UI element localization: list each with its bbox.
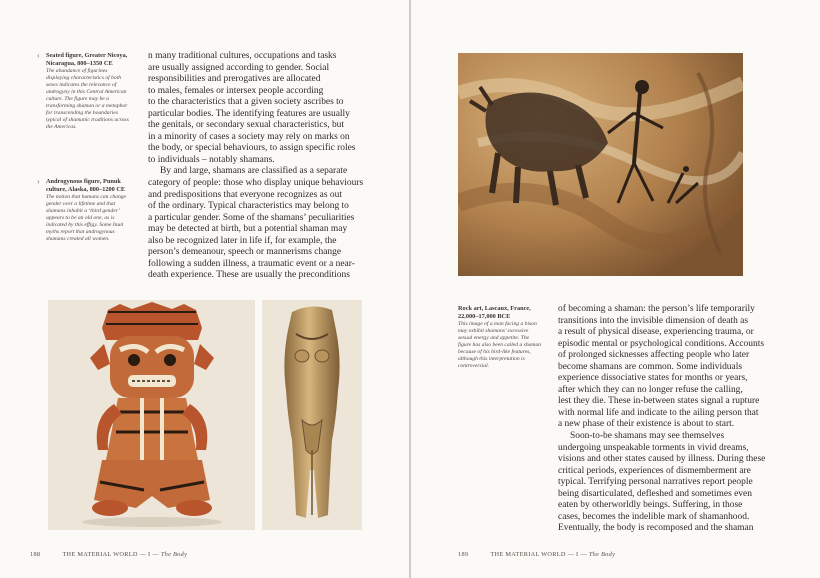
caption-seated-figure bbox=[37, 51, 130, 131]
body-text-left bbox=[148, 51, 376, 282]
footer-right bbox=[458, 551, 615, 558]
paragraph: By and large, shamans are classified as a separate category of people: those who display unique behaviours and predispositions that everyone recognizes as out of the ordinary. Typical characteristics may belong to a particular gender. Some of the shamans’ peculiarities may be detected at birth, but a potential shaman may also be recognized later in life if, for example, the person’s demeanour, speech or mannerisms change following a sudden illness, a traumatic event or a near- death experience. These are usually the preconditions bbox=[148, 166, 364, 281]
page-number: 189 bbox=[458, 551, 469, 558]
left-page bbox=[0, 0, 409, 578]
paragraph: n many traditional cultures, occupations and tasks are usually assigned according to gender. Social responsibilities and prerogatives are allocated to males, females or intersex people according to the characteristics that a given society ascribes to particular bodies. The identifying features are usually the genitals, or secondary sexual characteristics, but in a minority of cases a society may rely on marks on the body, or special behaviours, to assign specific roles to individuals – notably shamans. bbox=[148, 51, 356, 165]
caption-title: Rock art, Lascaux, France, 22,000–17,000 BCE bbox=[458, 305, 531, 320]
androgynous-figure-illustration bbox=[262, 300, 362, 530]
caption-rock-art bbox=[458, 305, 542, 370]
body-text-right bbox=[558, 304, 786, 535]
page-number: 188 bbox=[30, 551, 41, 558]
caption-androgynous-figure bbox=[37, 177, 130, 243]
running-head: THE MATERIAL WORLD — I — bbox=[490, 551, 589, 558]
running-head-part: The Body bbox=[160, 551, 188, 558]
photo-lascaux-rock-art bbox=[458, 53, 743, 276]
running-head-part: The Body bbox=[588, 551, 616, 558]
caption-description: The abundance of figurines displaying characteristics of both sexes indicates the relevance of androgyny in this Central American culture. The figure may be a transforming shaman or a metaphor for transcending the boundaries typical of shamanic traditions across the Americas. bbox=[46, 67, 129, 131]
caption-description: The notion that humans can change gender over a lifetime and that shamans inhabit a ‘third gender’ appears to be an old one, as is indicated by this effigy. Some Inuit myths report that androgynous shamans created all women. bbox=[46, 193, 127, 243]
caption-description: This image of a man facing a bison may exhibit shamans’ excessive sexual energy and appetite. The figure has also been called a shaman because of his bird-like features, although this interpretation is controversial. bbox=[458, 320, 542, 370]
caption-title: Seated figure, Greater Nicoya, Nicaragua, 800–1350 CE bbox=[46, 52, 128, 67]
paragraph: of becoming a shaman: the person’s life temporarily transitions into the invisible dimension of death as a result of physical disease, experiencing trauma, or episodic mental or psychological conditions. Accounts of prolonged sicknesses affecting people who later become shamans are common. Some individuals experience dissociative states for months or years, after which they can no longer refuse the calling, lest they die. These in-between states signal a rupture with normal life and indicate to the ailing person that a new phase of their existence is about to start. bbox=[558, 304, 765, 430]
seated-figure-illustration bbox=[48, 300, 255, 530]
arrow-left-icon: ‹ bbox=[37, 51, 40, 60]
arrow-right-icon: › bbox=[37, 177, 40, 186]
rock-art-illustration bbox=[458, 53, 743, 276]
paragraph: Soon-to-be shamans may see themselves undergoing unspeakable torments in vivid dreams, visions and other states caused by illness. During these critical periods, experiences of dismemberment are typical. Terrifying personal narratives report people being disarticulated, defleshed and sometimes even eaten by otherworldly beings. Suffering, in those cases, becomes the indelible mark of shamanhood. Eventually, the body is recomposed and the shaman bbox=[558, 431, 766, 534]
photo-androgynous-figure bbox=[262, 300, 362, 530]
footer-left bbox=[30, 551, 187, 558]
photo-seated-figure bbox=[48, 300, 255, 530]
running-head: THE MATERIAL WORLD — I — bbox=[62, 551, 161, 558]
caption-title: Androgynous figure, Punuk culture, Alaska, 800–1200 CE bbox=[46, 178, 126, 193]
right-page bbox=[411, 0, 820, 578]
